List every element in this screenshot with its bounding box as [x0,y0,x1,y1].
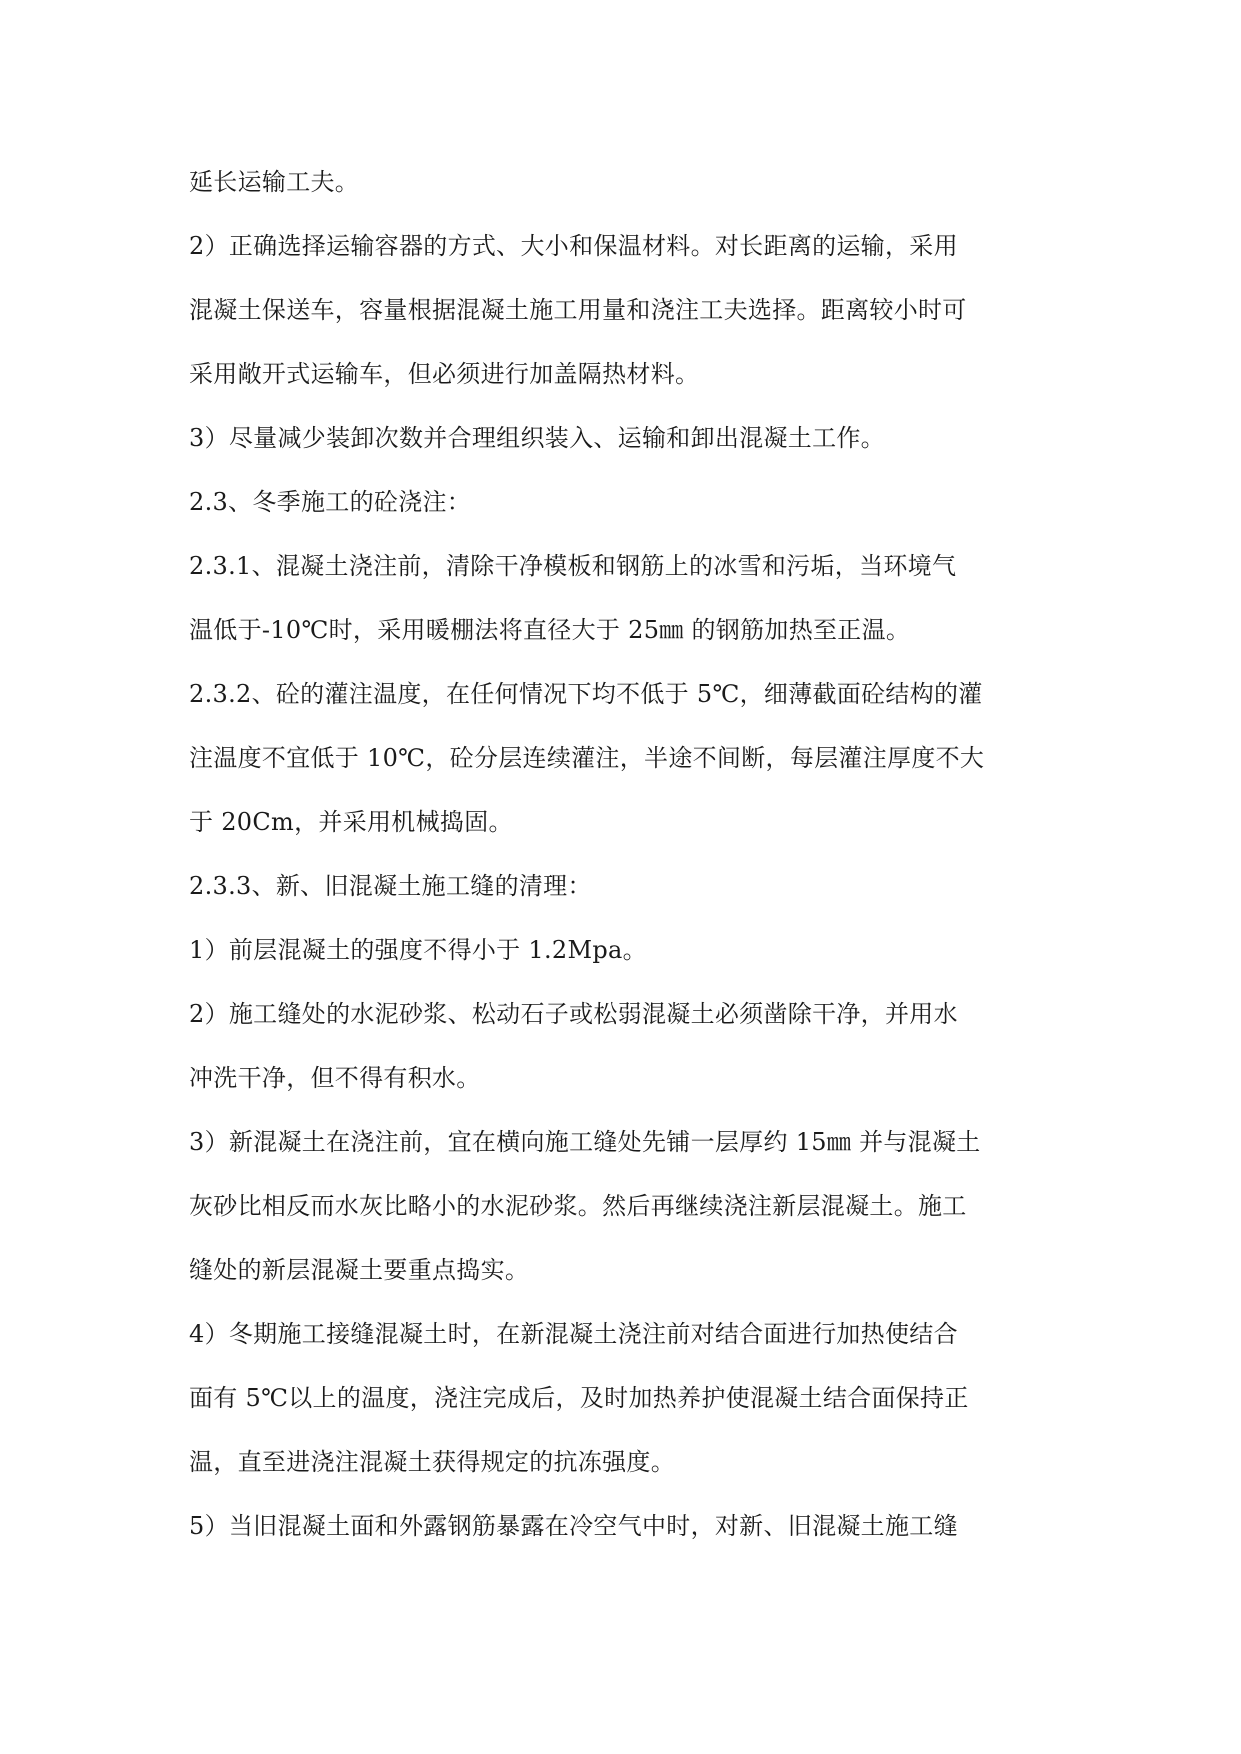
text-line: 缝处的新层混凝土要重点捣实。 [189,1256,530,1284]
section-heading: 2.3.3、新、旧混凝土施工缝的清理： [189,872,592,900]
text-line: 3）新混凝土在浇注前，宜在横向施工缝处先铺一层厚约 15㎜ 并与混凝土 [189,1128,981,1156]
text-line: 采用敞开式运输车，但必须进行加盖隔热材料。 [189,360,700,388]
text-line: 3）尽量减少装卸次数并合理组织装入、运输和卸出混凝土工作。 [189,424,885,452]
text-line: 冲洗干净，但不得有积水。 [189,1064,481,1092]
text-line: 温低于-10℃时，采用暖棚法将直径大于 25㎜ 的钢筋加热至正温。 [189,616,911,644]
text-line: 5）当旧混凝土面和外露钢筋暴露在冷空气中时，对新、旧混凝土施工缝 [189,1512,958,1540]
text-line: 4）冬期施工接缝混凝土时，在新混凝土浇注前对结合面进行加热使结合 [189,1320,958,1348]
text-line: 2.3.1、混凝土浇注前，清除干净模板和钢筋上的冰雪和污垢，当环境气 [189,552,957,580]
text-line: 温，直至进浇注混凝土获得规定的抗冻强度。 [189,1448,675,1476]
text-line: 于 20Cm，并采用机械捣固。 [189,808,513,836]
text-line: 2.3.2、砼的灌注温度，在任何情况下均不低于 5℃，细薄截面砼结构的灌 [189,680,983,708]
text-line: 2）施工缝处的水泥砂浆、松动石子或松弱混凝土必须凿除干净，并用水 [189,1000,958,1028]
text-line: 面有 5℃以上的温度，浇注完成后，及时加热养护使混凝土结合面保持正 [189,1384,969,1412]
section-heading: 2.3、冬季施工的砼浇注： [189,488,472,516]
text-line: 灰砂比相反而水灰比略小的水泥砂浆。然后再继续浇注新层混凝土。施工 [189,1192,967,1220]
text-line: 混凝土保送车，容量根据混凝土施工用量和浇注工夫选择。距离较小时可 [189,296,967,324]
text-line: 注温度不宜低于 10℃，砼分层连续灌注，半途不间断，每层灌注厚度不大 [189,744,985,772]
text-line: 延长运输工夫。 [189,168,360,196]
text-line: 2）正确选择运输容器的方式、大小和保温材料。对长距离的运输，采用 [189,232,958,260]
text-line: 1）前层混凝土的强度不得小于 1.2Mpa。 [189,936,647,964]
